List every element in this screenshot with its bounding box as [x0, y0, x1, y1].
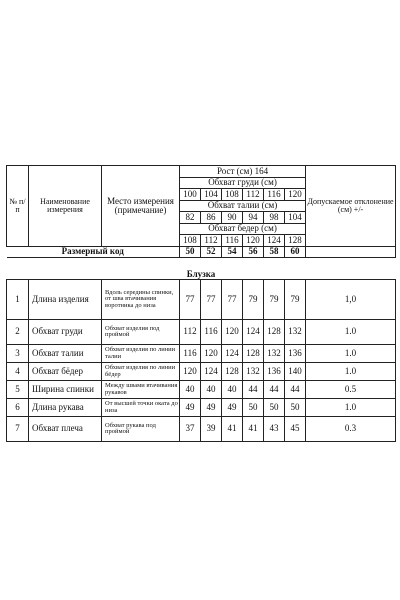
size-chart-table [6, 165, 396, 442]
chest-value-3: 108 [222, 189, 243, 201]
row-measurement-name: Обхват бёдер [29, 363, 102, 381]
header-place: Место измерения (примечание) [102, 166, 180, 247]
header-tolerance: Допускаемое отклонение (см) +/- [306, 166, 396, 247]
row-number: 5 [7, 381, 29, 399]
waist-value-4: 94 [243, 212, 264, 224]
header-growth: Рост (см) 164 [180, 166, 306, 178]
row-size-value: 40 [222, 381, 243, 399]
row-size-value: 77 [222, 280, 243, 320]
row-size-value: 79 [264, 280, 285, 320]
section-title: Блузка [7, 258, 396, 280]
row-size-value: 128 [243, 345, 264, 363]
row-size-value: 128 [264, 320, 285, 345]
table-row [7, 345, 396, 363]
size-code-row [7, 247, 396, 258]
hips-value-1: 108 [180, 235, 201, 247]
row-measurement-note: Между швами втачивания рукавов [102, 381, 180, 399]
row-size-value: 37 [180, 417, 201, 442]
waist-value-3: 90 [222, 212, 243, 224]
row-measurement-name: Обхват плеча [29, 417, 102, 442]
row-size-value: 132 [243, 363, 264, 381]
size-code-2: 52 [201, 247, 222, 258]
row-size-value: 49 [222, 399, 243, 417]
row-size-value: 112 [180, 320, 201, 345]
table-row [7, 399, 396, 417]
row-measurement-name: Длина рукава [29, 399, 102, 417]
row-size-value: 77 [201, 280, 222, 320]
row-size-value: 116 [180, 345, 201, 363]
row-size-value: 43 [264, 417, 285, 442]
row-number: 7 [7, 417, 29, 442]
chest-value-6: 120 [285, 189, 306, 201]
waist-value-2: 86 [201, 212, 222, 224]
table-row [7, 381, 396, 399]
size-code-6: 60 [285, 247, 306, 258]
row-size-value: 136 [264, 363, 285, 381]
size-code-4: 56 [243, 247, 264, 258]
row-tolerance: 1.0 [306, 363, 396, 381]
row-size-value: 50 [285, 399, 306, 417]
row-measurement-name: Обхват груди [29, 320, 102, 345]
row-tolerance: 1.0 [306, 345, 396, 363]
row-size-value: 44 [243, 381, 264, 399]
hips-value-6: 128 [285, 235, 306, 247]
header-hips: Обхват бедер (см) [180, 224, 306, 235]
row-tolerance: 1.0 [306, 399, 396, 417]
row-size-value: 79 [243, 280, 264, 320]
row-size-value: 79 [285, 280, 306, 320]
row-number: 4 [7, 363, 29, 381]
row-size-value: 132 [285, 320, 306, 345]
row-size-value: 44 [264, 381, 285, 399]
table-row [7, 363, 396, 381]
size-code-5: 58 [264, 247, 285, 258]
row-number: 3 [7, 345, 29, 363]
row-size-value: 140 [285, 363, 306, 381]
row-size-value: 124 [201, 363, 222, 381]
size-code-blank [306, 247, 396, 258]
row-measurement-note: Обхват изделия по линии талии [102, 345, 180, 363]
row-size-value: 39 [201, 417, 222, 442]
waist-value-1: 82 [180, 212, 201, 224]
row-measurement-note: От высшей точки оката до низа [102, 399, 180, 417]
row-measurement-note: Обхват изделия по линии бёдер [102, 363, 180, 381]
row-size-value: 136 [285, 345, 306, 363]
row-size-value: 44 [285, 381, 306, 399]
header-num: № п/п [7, 166, 29, 247]
chest-value-1: 100 [180, 189, 201, 201]
row-tolerance: 1.0 [306, 320, 396, 345]
row-size-value: 124 [222, 345, 243, 363]
row-size-value: 132 [264, 345, 285, 363]
chest-value-4: 112 [243, 189, 264, 201]
row-measurement-note: Обхват рукава под проймой [102, 417, 180, 442]
row-size-value: 40 [180, 381, 201, 399]
row-measurement-note: Вдоль середины спинки, от шва втачивания воротника до низа [102, 280, 180, 320]
row-size-value: 49 [180, 399, 201, 417]
chest-value-2: 104 [201, 189, 222, 201]
header-waist: Обхват талии (см) [180, 201, 306, 212]
row-number: 6 [7, 399, 29, 417]
row-number: 1 [7, 280, 29, 320]
table-row [7, 320, 396, 345]
table-header [7, 166, 396, 258]
size-code-label: Размерный код [7, 247, 180, 258]
chest-value-5: 116 [264, 189, 285, 201]
row-number: 2 [7, 320, 29, 345]
row-measurement-name: Обхват талии [29, 345, 102, 363]
row-size-value: 41 [243, 417, 264, 442]
row-size-value: 124 [243, 320, 264, 345]
hips-value-4: 120 [243, 235, 264, 247]
row-measurement-name: Ширина спинки [29, 381, 102, 399]
row-size-value: 50 [264, 399, 285, 417]
row-size-value: 40 [201, 381, 222, 399]
row-size-value: 50 [243, 399, 264, 417]
row-size-value: 116 [201, 320, 222, 345]
row-measurement-note: Обхват изделия под проймой [102, 320, 180, 345]
header-name: Наименование измерения [29, 166, 102, 247]
row-size-value: 45 [285, 417, 306, 442]
row-tolerance: 0.3 [306, 417, 396, 442]
row-size-value: 49 [201, 399, 222, 417]
table-row [7, 417, 396, 442]
hips-value-5: 124 [264, 235, 285, 247]
waist-value-6: 104 [285, 212, 306, 224]
row-size-value: 120 [180, 363, 201, 381]
row-size-value: 120 [222, 320, 243, 345]
size-code-3: 54 [222, 247, 243, 258]
row-size-value: 128 [222, 363, 243, 381]
header-chest: Обхват груди (см) [180, 178, 306, 189]
table-row [7, 280, 396, 320]
hips-value-3: 116 [222, 235, 243, 247]
row-measurement-name: Длина изделия [29, 280, 102, 320]
hips-value-2: 112 [201, 235, 222, 247]
table-body [7, 258, 396, 442]
row-tolerance: 0.5 [306, 381, 396, 399]
row-tolerance: 1,0 [306, 280, 396, 320]
row-size-value: 120 [201, 345, 222, 363]
row-size-value: 41 [222, 417, 243, 442]
row-size-value: 77 [180, 280, 201, 320]
waist-value-5: 98 [264, 212, 285, 224]
size-code-1: 50 [180, 247, 201, 258]
